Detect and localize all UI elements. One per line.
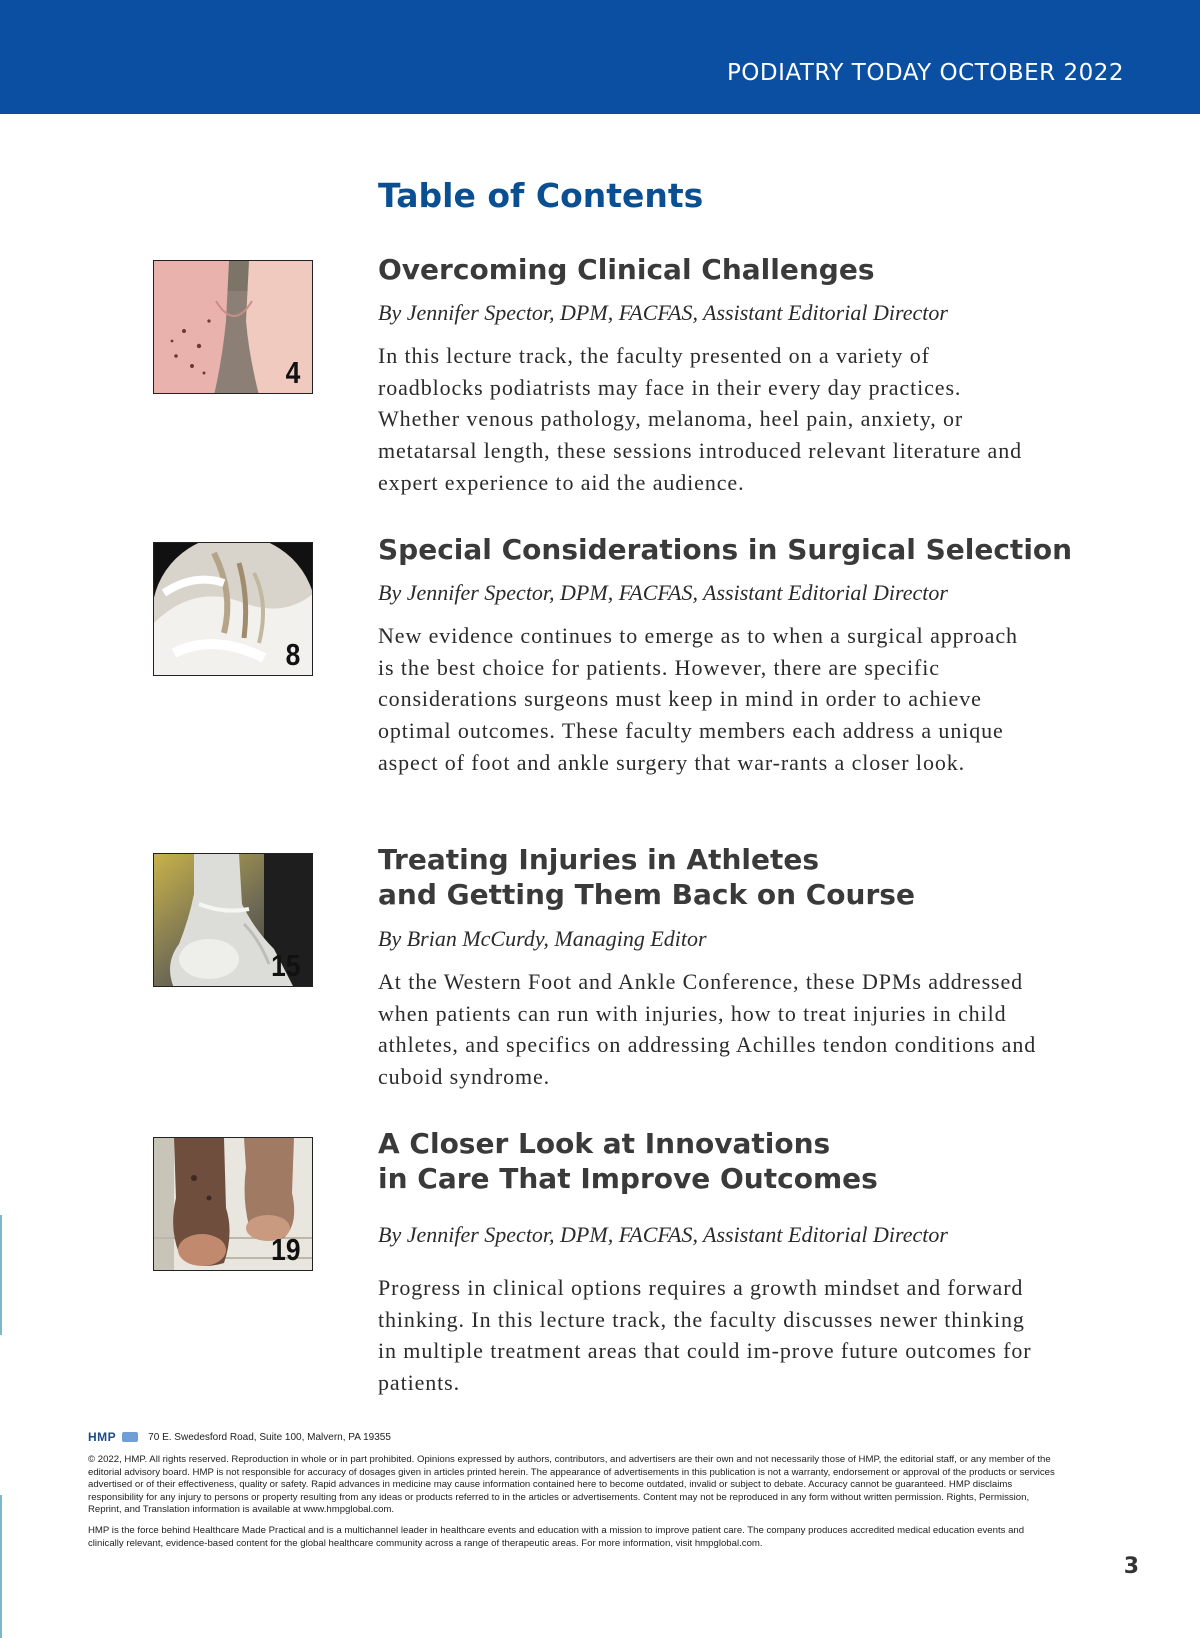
thumbnail-heels-photo[interactable]	[153, 1137, 313, 1271]
entry-title[interactable]	[378, 842, 915, 912]
page-edge-marker	[0, 1495, 2, 1638]
entry-title-line: in Care That Improve Outcomes	[378, 1162, 878, 1195]
entry-summary: Progress in clinical options requires a growth mindset and forward thinking. In this lecture track, the faculty discusses newer thinking in multiple treatment areas that could im-prove future outcomes for patients.	[378, 1275, 1032, 1396]
thumbnail-ankle-xray[interactable]	[153, 853, 313, 987]
copyright-notice: © 2022, HMP. All rights reserved. Reproduction in whole or in part prohibited. Opinions expressed by authors, contributors, and advertisers are their own and not necessarily those of HMP, the editorial staff, or any member of the editorial advisory board. HMP is not responsible for accuracy of dosages given in articles printed herein. The appearance of advertisements in this publication is not a warranty, endorsement or approval of the products or services advertised or of their effectiveness, quality or safety. Rapid advances in medicine may cause information contained here to become outdated, invalid or subject to debate. Accuracy cannot be guaranteed. HMP disclaims responsibility for any injury to persons or property resulting from any ideas or products referred to in the articles or advertisements. Content may not be reproduced in any form without written permission. Rights, Permission, Reprint, and Translation information is available at www.hmpglobal.com.	[88, 1454, 1055, 1516]
entry-title[interactable]	[378, 1126, 878, 1196]
entry-summary: New evidence continues to emerge as to when a surgical approach is the best choice for patients. However, there are specific considerations surgeons must keep in mind in order to achieve optimal outcomes. These faculty members each address a unique aspect of foot and ankle surgery that war-rants a closer look.	[378, 623, 1018, 775]
page-number: 3	[1123, 1554, 1139, 1579]
entry-summary: At the Western Foot and Ankle Conference, these DPMs addressed when patients can run with injuries, how to treat injuries in child athletes, and specifics on addressing Achilles tendon conditions and cuboid syndrome.	[378, 969, 1037, 1090]
entry-title[interactable]	[378, 532, 1072, 567]
thumbnail-legs-photo[interactable]	[153, 260, 313, 394]
entry-byline: By Jennifer Spector, DPM, FACFAS, Assistant Editorial Director	[378, 1222, 948, 1247]
entry-title[interactable]	[378, 252, 875, 287]
publisher-address: 70 E. Swedesford Road, Suite 100, Malvern, PA 19355	[148, 1431, 391, 1443]
entry-title-line: Treating Injuries in Athletes	[378, 843, 820, 876]
entry-byline: By Brian McCurdy, Managing Editor	[378, 926, 707, 951]
publisher-address-line	[88, 1430, 391, 1444]
thumbnail-arthroscopy-photo[interactable]	[153, 542, 313, 676]
entry-byline: By Jennifer Spector, DPM, FACFAS, Assistant Editorial Director	[378, 580, 948, 605]
entry-title-line: and Getting Them Back on Course	[378, 878, 915, 911]
page-number-label: 8	[285, 637, 300, 672]
entry-title-line: Special Considerations in Surgical Selection	[378, 533, 1073, 566]
hmp-badge-icon	[122, 1432, 138, 1442]
page-number-label: 19	[270, 1232, 300, 1267]
page-number-label: 4	[285, 355, 300, 390]
masthead-banner	[0, 0, 1200, 114]
page-edge-marker	[0, 1215, 2, 1335]
publisher-about: HMP is the force behind Healthcare Made Practical and is a multichannel leader in healthcare events and education with a mission to improve patient care. The company produces accredited medical education events and clinically relevant, evidence-based content for the global healthcare community across a range of therapeutic areas. For more information, visit hmpglobal.com.	[88, 1525, 1025, 1549]
page-number-label: 15	[270, 948, 300, 983]
toc-heading: Table of Contents	[378, 176, 704, 215]
entry-summary: In this lecture track, the faculty presented on a variety of roadblocks podiatrists may face in their every day practices. Whether venous pathology, melanoma, heel pain, anxiety, or metatarsal length, these sessions introduced relevant literature and expert experience to aid the audience.	[378, 343, 1022, 495]
entry-title-line: Overcoming Clinical Challenges	[378, 253, 875, 286]
hmp-logo: HMP	[88, 1430, 117, 1444]
entry-byline: By Jennifer Spector, DPM, FACFAS, Assistant Editorial Director	[378, 300, 948, 325]
publication-title: PODIATRY TODAY OCTOBER 2022	[726, 60, 1124, 86]
entry-title-line: A Closer Look at Innovations	[378, 1127, 831, 1160]
